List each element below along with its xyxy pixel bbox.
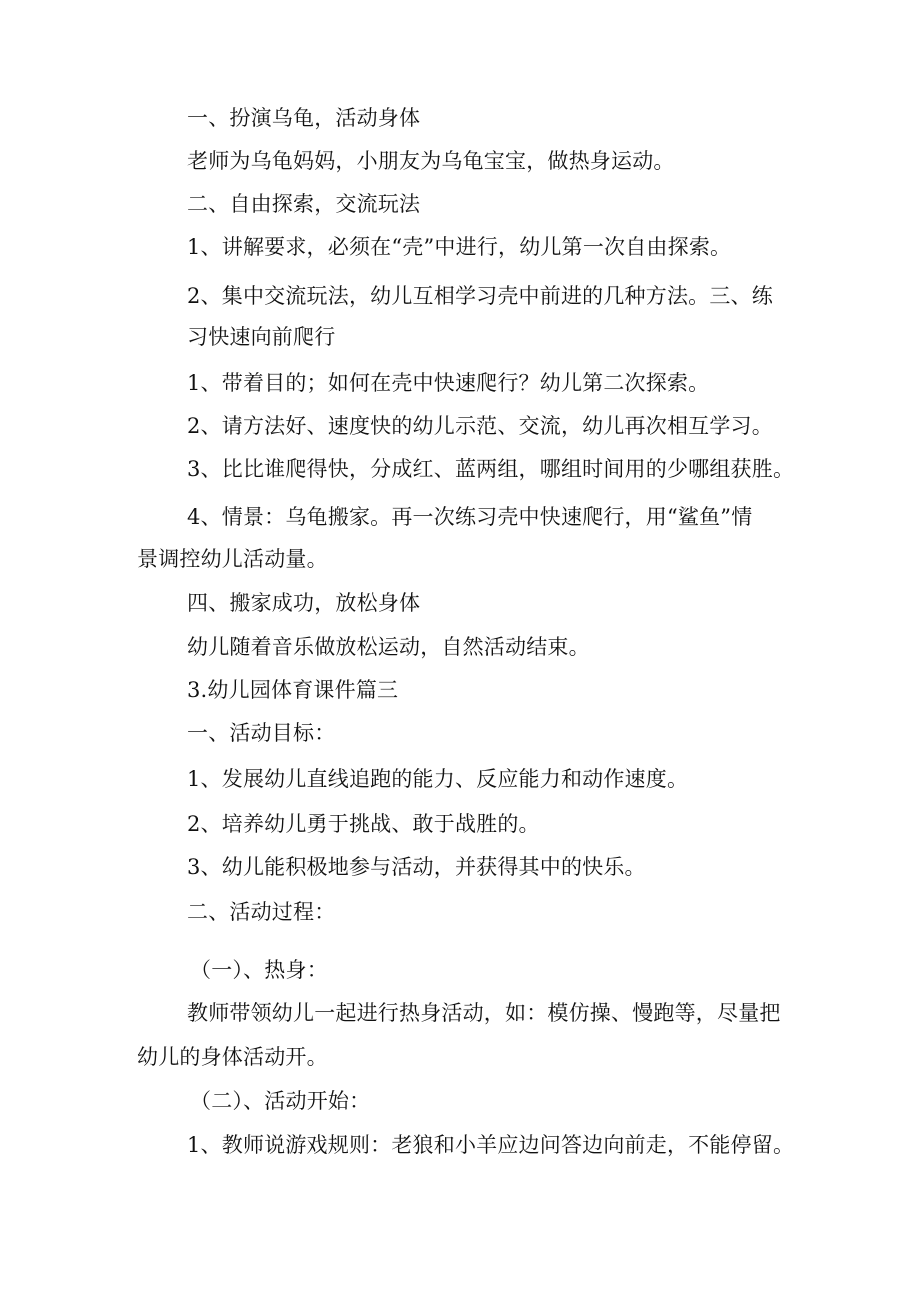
paragraph-line: 4、情景：乌龟搬家。再一次练习壳中快速爬行，用“鲨鱼”情 bbox=[187, 505, 753, 529]
paragraph-line: 教师带领幼儿一起进行热身活动，如：模仿操、慢跑等，尽量把 bbox=[187, 1001, 781, 1025]
section-heading-4: 四、搬家成功，放松身体 bbox=[187, 591, 421, 615]
paragraph-line: 幼儿的身体活动开。 bbox=[137, 1045, 328, 1069]
section-heading: 二、活动过程： bbox=[187, 900, 336, 924]
paragraph-line: 1、带着目的；如何在壳中快速爬行？幼儿第二次探索。 bbox=[187, 371, 710, 395]
paragraph-line: 3、幼儿能积极地参与活动，并获得其中的快乐。 bbox=[187, 855, 646, 879]
section-heading-2: 二、自由探索，交流玩法 bbox=[187, 192, 421, 216]
paragraph-line: 2、请方法好、速度快的幼儿示范、交流，幼儿再次相互学习。 bbox=[187, 414, 773, 438]
paragraph-line: 幼儿随着音乐做放松运动，自然活动结束。 bbox=[187, 635, 590, 659]
paragraph-line: 2、集中交流玩法，幼儿互相学习壳中前进的几种方法。三、练 bbox=[187, 284, 773, 308]
chapter-title: 3.幼儿园体育课件篇三 bbox=[187, 678, 399, 702]
paragraph-line: 景调控幼儿活动量。 bbox=[137, 547, 328, 571]
paragraph-line: 习快速向前爬行 bbox=[187, 325, 336, 349]
paragraph-line: 1、教师说游戏规则：老狼和小羊应边问答边向前走，不能停留。 bbox=[187, 1133, 795, 1157]
paragraph-line: 1、讲解要求，必须在“壳”中进行，幼儿第一次自由探索。 bbox=[187, 235, 732, 259]
paragraph-line: 2、培养幼儿勇于挑战、敢于战胜的。 bbox=[187, 812, 540, 836]
section-heading-1: 一、扮演乌龟，活动身体 bbox=[187, 106, 421, 130]
subsection-heading: （一）、热身： bbox=[190, 958, 328, 982]
section-heading: 一、活动目标： bbox=[187, 721, 336, 745]
paragraph-line: 老师为乌龟妈妈，小朋友为乌龟宝宝，做热身运动。 bbox=[187, 149, 675, 173]
subsection-heading: （二）、活动开始： bbox=[190, 1089, 371, 1113]
paragraph-line: 3、比比谁爬得快，分成红、蓝两组，哪组时间用的少哪组获胜。 bbox=[187, 457, 795, 481]
paragraph-line: 1、发展幼儿直线追跑的能力、反应能力和动作速度。 bbox=[187, 767, 689, 791]
